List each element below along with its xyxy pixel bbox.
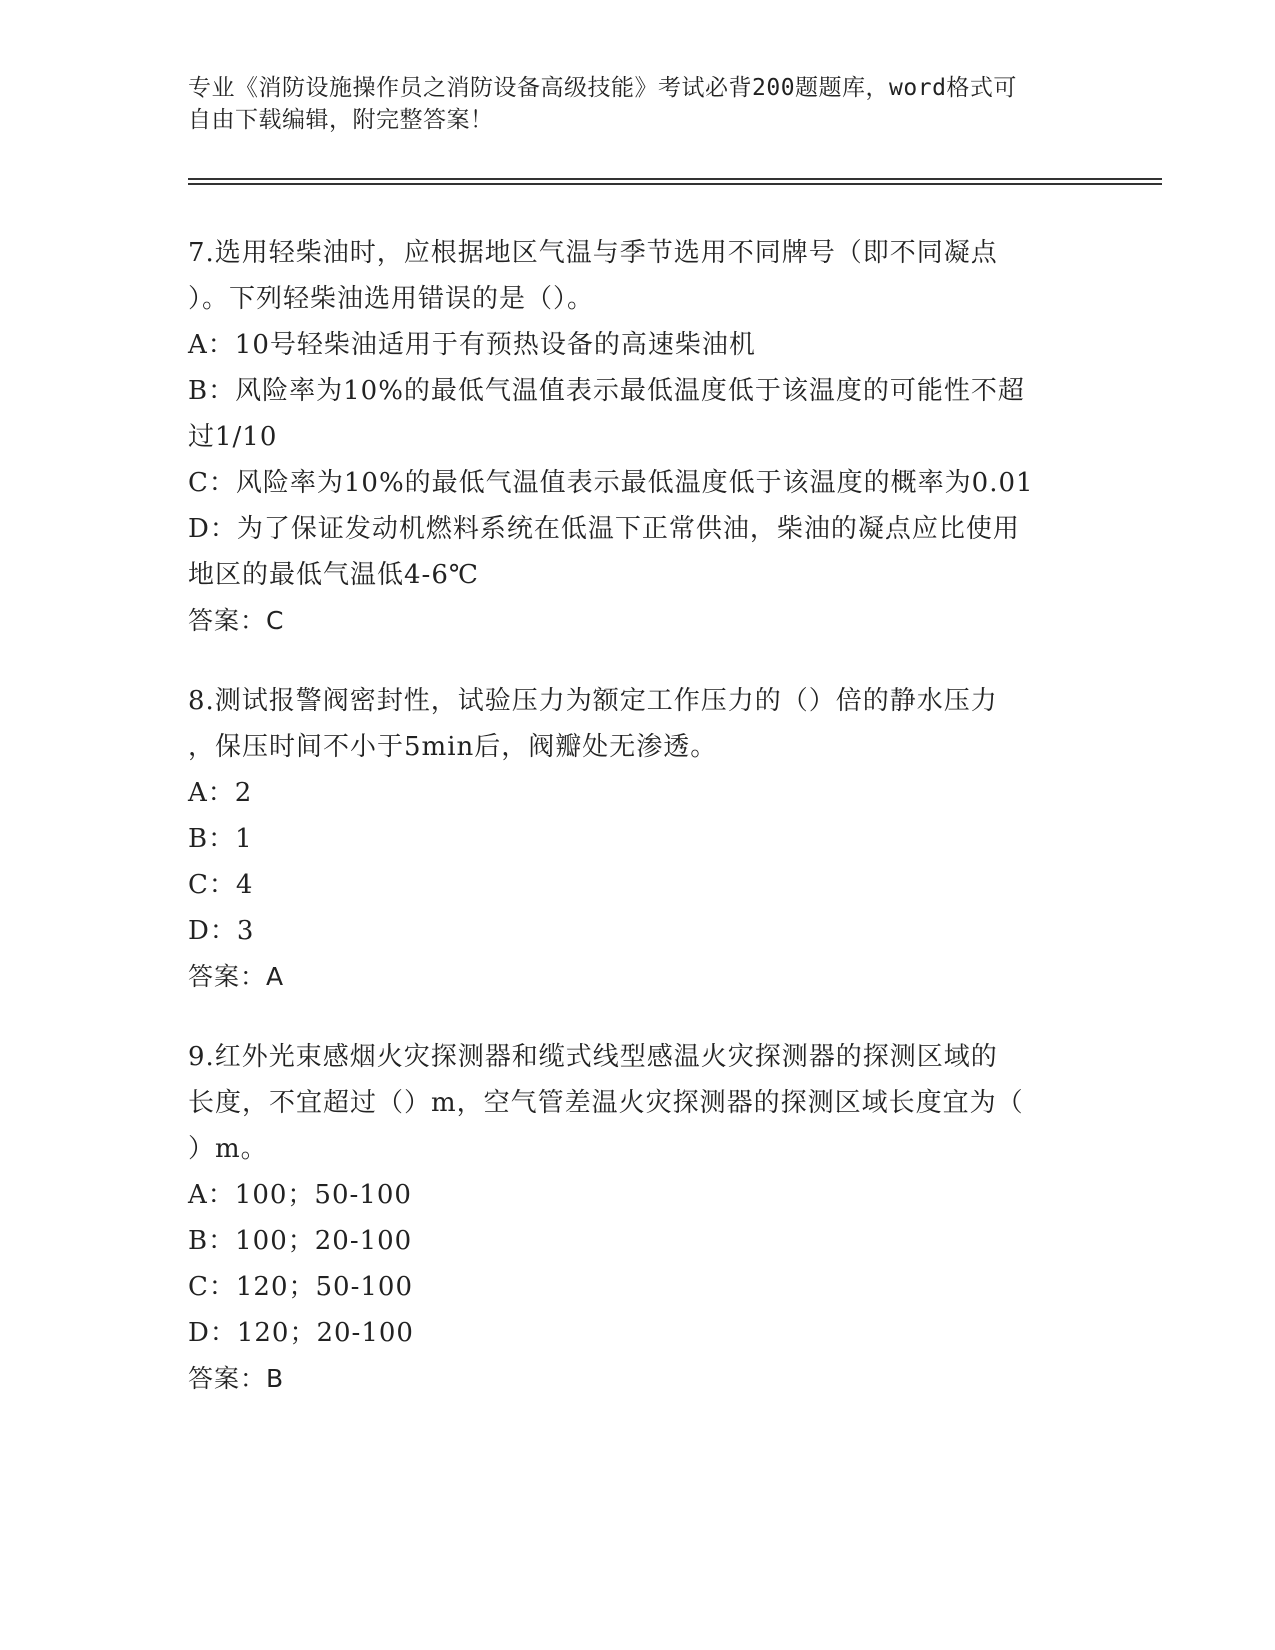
option-line: B：100；20-100 xyxy=(188,1226,413,1256)
option-line: B：风险率为10%的最低气温值表示最低温度低于该温度的可能性不超 xyxy=(188,376,1025,406)
option-line: C：120；50-100 xyxy=(188,1272,414,1302)
question-item xyxy=(188,678,1088,1000)
answer-label: 答案：B xyxy=(188,1364,285,1393)
question-stem-line: 7.选用轻柴油时，应根据地区气温与季节选用不同牌号（即不同凝点 xyxy=(188,238,998,268)
header-line: 专业《消防设施操作员之消防设备高级技能》考试必背200题题库，word格式可 xyxy=(188,75,1017,101)
option-line: C：风险率为10%的最低气温值表示最低温度低于该温度的概率为0.01 xyxy=(188,468,1034,498)
option-line: A：10号轻柴油适用于有预热设备的高速柴油机 xyxy=(188,330,756,360)
header-line: 自由下载编辑，附完整答案！ xyxy=(188,107,494,133)
option-line: B：1 xyxy=(188,824,253,854)
option-line: D：为了保证发动机燃料系统在低温下正常供油，柴油的凝点应比使用 xyxy=(188,514,1020,544)
option-line: A：100；50-100 xyxy=(188,1180,412,1210)
question-stem-line: 8.测试报警阀密封性，试验压力为额定工作压力的（）倍的静水压力 xyxy=(188,686,998,716)
option-line: 地区的最低气温低4-6℃ xyxy=(188,560,479,590)
question-stem-line: 9.红外光束感烟火灾探测器和缆式线型感温火灾探测器的探测区域的 xyxy=(188,1042,998,1072)
header-divider xyxy=(188,178,1162,185)
option-line: A：2 xyxy=(188,778,253,808)
option-line: D：3 xyxy=(188,916,255,946)
question-stem-line: 长度，不宜超过（）m，空气管差温火灾探测器的探测区域长度宜为（ xyxy=(188,1088,1024,1118)
document-header xyxy=(188,72,1068,136)
answer-label: 答案：C xyxy=(188,606,285,635)
question-item xyxy=(188,230,1088,644)
divider-line xyxy=(188,183,1162,185)
answer-label: 答案：A xyxy=(188,962,285,991)
option-line: D：120；20-100 xyxy=(188,1318,414,1348)
option-line: C：4 xyxy=(188,870,254,900)
question-list xyxy=(188,230,1088,1402)
option-line: 过1/10 xyxy=(188,422,278,452)
question-stem-line: ）。下列轻柴油选用错误的是（）。 xyxy=(188,284,595,314)
question-item xyxy=(188,1034,1088,1402)
question-stem-line: ，保压时间不小于5min后，阀瓣处无渗透。 xyxy=(188,732,718,762)
divider-line xyxy=(188,178,1162,180)
question-stem-line: ）m。 xyxy=(188,1134,268,1164)
